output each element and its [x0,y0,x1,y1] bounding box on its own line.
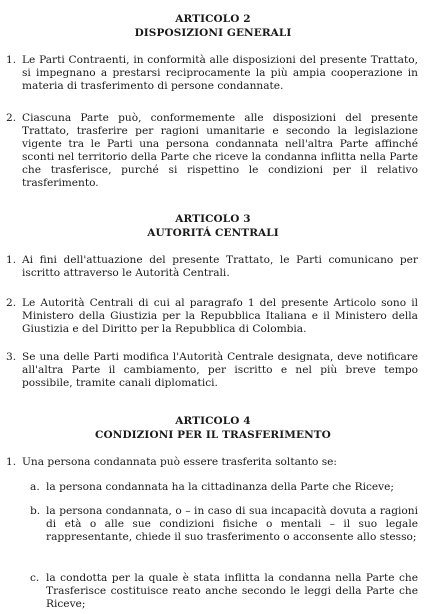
paragraph-text: Le Autorità Centrali di cui al paragrafo 1 del presente Articolo sono il Ministero della Giustizia per la Repubblica Italiana e il Ministero della Giustizia e del Diritto per la Repubblica di Colombia. [22,297,418,335]
article-2-paragraph-2 [6,112,418,190]
article-4-item-b [30,505,418,544]
paragraph-number: 2. [6,297,17,309]
paragraph-text: Ciascuna Parte può, conformemente alle disposizioni del presente Trattato, trasferire per ragioni umanitarie e secondo la legislazione vigente tra le Parti una persona condannata nell'altra Parte affinché sconti nel territorio della Parte che riceve la condanna inflitta nella Parte che trasferisce, purché si rispettino le condizioni per il relativo trasferimento. [22,112,418,189]
item-letter: b. [30,505,41,517]
paragraph-text: Se una delle Parti modifica l'Autorità Centrale designata, deve notificare all'altra Parte il cambiamento, per iscritto e nel più breve tempo possibile, tramite canali diplomatici. [22,351,418,389]
article-4-subtitle: CONDIZIONI PER IL TRASFERIMENTO [95,429,331,441]
article-3-paragraph-2 [6,297,418,336]
item-letter: c. [30,572,40,584]
paragraph-number: 1. [6,54,17,66]
article-4-paragraph-1 [6,456,418,469]
article-3-paragraph-1 [6,254,418,280]
article-3-paragraph-3 [6,351,418,390]
paragraph-text: Ai fini dell'attuazione del presente Trattato, le Parti comunicano per iscritto attraverso le Autorità Centrali. [22,254,418,279]
article-4-item-c [30,572,418,611]
paragraph-number: 1. [6,456,17,468]
paragraph-number: 3. [6,351,17,363]
article-3-subtitle: AUTORITÁ CENTRALI [147,227,279,239]
paragraph-text: Le Parti Contraenti, in conformità alle disposizioni del presente Trattato, si impegnano a prestarsi reciprocamente la più ampia cooperazione in materia di trasferimento di persone condannate. [22,54,418,92]
item-letter: a. [30,481,40,493]
paragraph-number: 1. [6,254,17,266]
article-3-title: ARTICOLO 3 [175,213,251,225]
item-text: la persona condannata ha la cittadinanza della Parte che Riceve; [46,481,394,493]
article-2-subtitle: DISPOSIZIONI GENERALI [134,27,292,39]
item-text: la persona condannata, o – in caso di sua incapacità dovuta a ragioni di età o alle sue condizioni fisiche o mentali – il suo legale rappresentante, chiede il suo trasferimento o acconsente allo stesso; [46,505,418,543]
paragraph-text: Una persona condannata può essere trasferita soltanto se: [22,456,337,468]
article-4-item-a [30,481,418,494]
paragraph-number: 2. [6,112,17,124]
item-text: la condotta per la quale è stata inflitta la condanna nella Parte che Trasferisce costituisce reato anche secondo le leggi della Parte che Riceve; [46,572,418,610]
article-2-paragraph-1 [6,54,418,93]
article-4-title: ARTICOLO 4 [175,415,251,427]
article-2-title: ARTICOLO 2 [175,13,251,25]
